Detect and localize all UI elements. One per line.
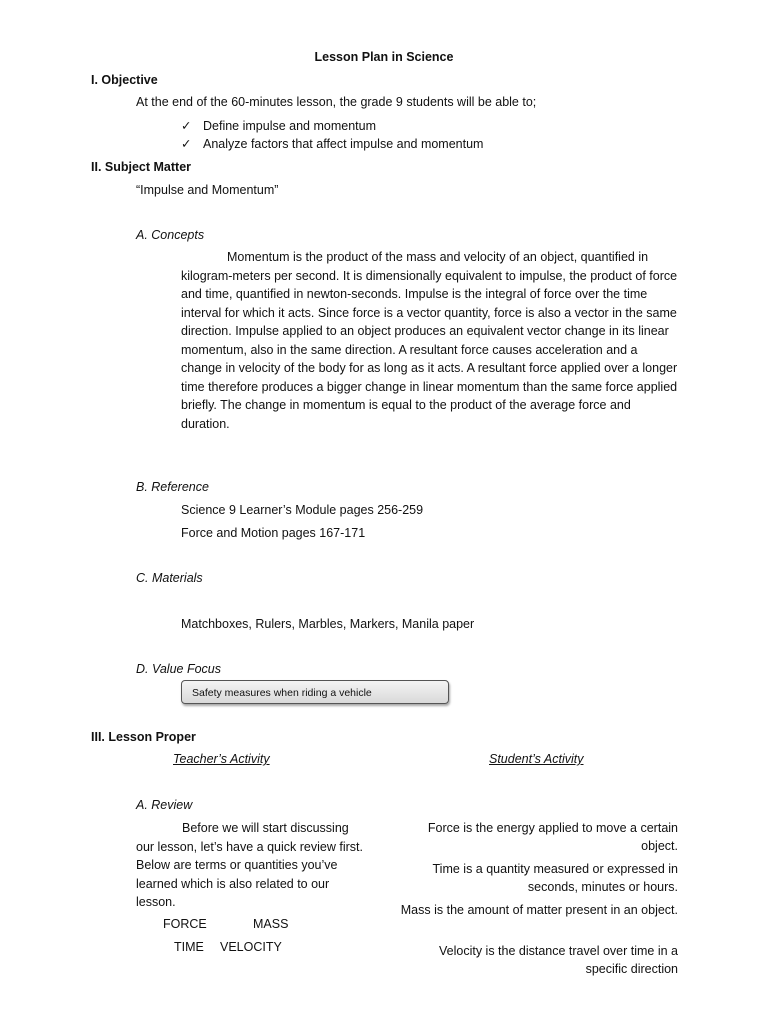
student-answer: Force is the energy applied to move a certain object. xyxy=(427,821,678,853)
review-paragraph xyxy=(136,819,368,912)
teacher-activity-heading: Teacher’s Activity xyxy=(173,752,270,766)
reference-item: Science 9 Learner’s Module pages 256-259 xyxy=(181,503,424,517)
concepts-text: Momentum is the product of the mass and velocity of an object, quantified in kilogram-meters per second. It is dimensionally equivalent to impulse, the product of force and time, quantified in newton-seconds. Impulse is the integral of force over the time interval for which it acts. Since force is a vector quantity, force is also a vector in the same direction. Impulse applied to an object produces an equivalent vector change in its linear momentum, also in the same direction. A resultant force causes acceleration and a change in velocity of the body for as long as it acts. A resultant force applied over a longer time therefore produces a bigger change in linear momentum than the same force applied briefly. The change in momentum is equal to the product of the average force and duration. xyxy=(181,250,678,431)
term-velocity: VELOCITY xyxy=(220,940,282,954)
objective-item-text: Define impulse and momentum xyxy=(203,119,376,133)
materials-list: Matchboxes, Rulers, Marbles, Markers, Manila paper xyxy=(181,617,475,631)
subject-matter-heading: II. Subject Matter xyxy=(91,160,192,174)
objective-intro: At the end of the 60-minutes lesson, the grade 9 students will be able to; xyxy=(136,95,537,109)
term-time: TIME xyxy=(174,940,204,954)
student-answer: Mass is the amount of matter present in an object. xyxy=(400,903,678,917)
reference-heading: B. Reference xyxy=(136,480,209,494)
student-activity-heading: Student’s Activity xyxy=(489,752,584,766)
concepts-heading: A. Concepts xyxy=(136,228,205,242)
objective-item xyxy=(181,136,483,151)
objective-item xyxy=(181,118,376,133)
lesson-topic: “Impulse and Momentum” xyxy=(136,183,279,197)
student-answer: Time is a quantity measured or expressed in seconds, minutes or hours. xyxy=(432,862,678,894)
materials-heading: C. Materials xyxy=(136,571,203,585)
term-force: FORCE xyxy=(163,917,207,931)
term-mass: MASS xyxy=(253,917,289,931)
review-text: Before we will start discussing our lesson, let’s have a quick review first. Below are terms or quantities you’ve learned which is also related to our lesson. xyxy=(136,821,363,909)
checkmark-icon: ✓ xyxy=(181,137,192,151)
objective-heading: I. Objective xyxy=(91,73,158,87)
reference-item: Force and Motion pages 167-171 xyxy=(181,526,366,540)
concepts-paragraph xyxy=(181,248,678,433)
review-heading: A. Review xyxy=(136,798,193,812)
student-answer: Velocity is the distance travel over time in a specific direction xyxy=(438,944,678,976)
lesson-proper-heading: III. Lesson Proper xyxy=(91,730,196,744)
page-title: Lesson Plan in Science xyxy=(314,50,454,64)
checkmark-icon: ✓ xyxy=(181,119,192,133)
objective-item-text: Analyze factors that affect impulse and momentum xyxy=(203,137,484,151)
value-focus-box: Safety measures when riding a vehicle xyxy=(181,680,449,704)
value-focus-heading: D. Value Focus xyxy=(136,662,221,676)
